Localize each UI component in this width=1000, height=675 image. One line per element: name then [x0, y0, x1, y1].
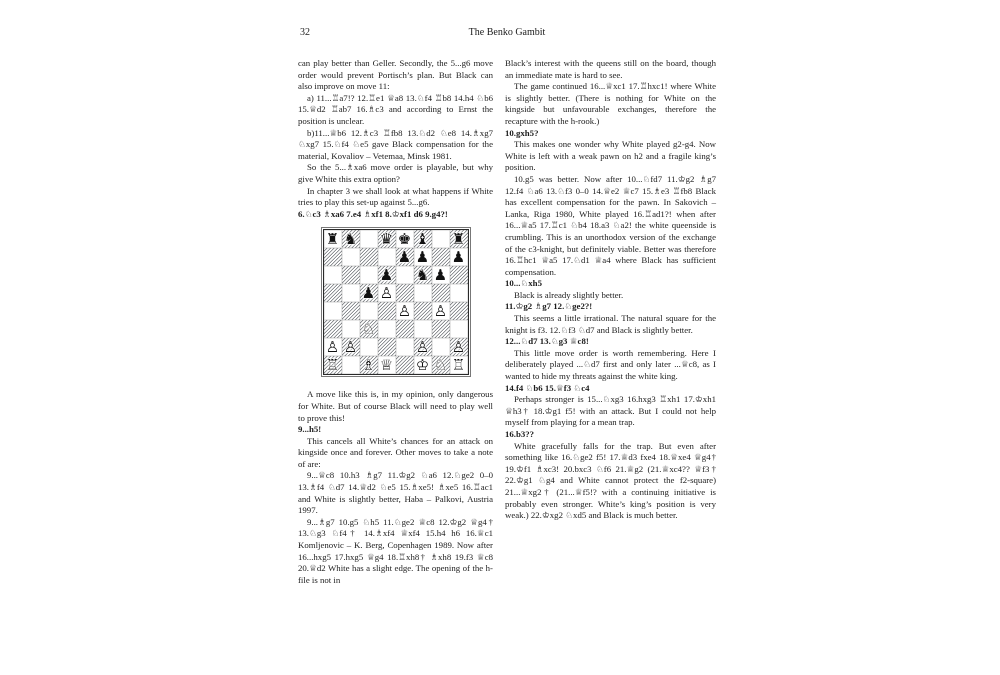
black-pawn-icon: ♟ — [433, 266, 448, 285]
white-pawn-icon: ♙ — [379, 284, 394, 303]
white-queen-icon: ♕ — [379, 356, 394, 375]
paragraph: can play better than Geller. Secondly, the 5...g6 move order would prevent Portisch’s plan. But Black can also improve on move 11: — [298, 58, 493, 92]
square-c6 — [360, 266, 378, 284]
move-line: 14.f4 ♘b6 15.♕f3 ♘c4 — [505, 382, 590, 393]
square-g1 — [432, 356, 450, 374]
white-pawn-icon: ♙ — [397, 302, 412, 321]
square-b8 — [342, 230, 360, 248]
square-c8 — [360, 230, 378, 248]
black-bishop-icon: ♝ — [415, 230, 430, 249]
square-d3 — [378, 320, 396, 338]
square-e4 — [396, 302, 414, 320]
square-e2 — [396, 338, 414, 356]
square-e6 — [396, 266, 414, 284]
black-pawn-icon: ♟ — [379, 266, 394, 285]
square-d4 — [378, 302, 396, 320]
paragraph: In chapter 3 we shall look at what happens if White tries to play this set-up against 5...g6. — [298, 185, 493, 208]
square-f2 — [414, 338, 432, 356]
square-a8 — [324, 230, 342, 248]
white-pawn-icon: ♙ — [415, 338, 430, 357]
paragraph: This little move order is worth remembering. Here I deliberately played ...♘d7 first and only later ...♕c8, as I wanted to hide my threats against the white king. — [505, 347, 716, 382]
square-g5 — [432, 284, 450, 302]
square-f6 — [414, 266, 432, 284]
paragraph: The game continued 16...♕xc1 17.♖hxc1! where White is slightly better. (There is nothing for White on the kingside but unfavourable exchanges, therefore the recapture with the h-rook.) — [505, 81, 716, 126]
square-a7 — [324, 248, 342, 266]
move-line: 6.♘c3 ♗xa6 7.e4 ♗xf1 8.♔xf1 d6 9.g4?! — [298, 208, 448, 219]
paragraph: White gracefully falls for the trap. But even after something like 16.♘ge2 f5! 17.♕d3 fxe4 18.♕xe4 ♕g4† 19.♔f1 ♗xc3! 20.bxc3 ♘f6 21.♕g2 (21.♕xc4?? ♕f3† 22.♔g1 ♘g4 and White cannot protect the f2-square) 21...♕xg2† (21...♕f5!? with a continuing initiative is probably even stronger. White’s king’s position is very weak.) 22.♔xg2 ♘xd5 and Black is much better. — [505, 440, 716, 521]
black-rook-icon: ♜ — [325, 230, 340, 249]
square-g8 — [432, 230, 450, 248]
square-h4 — [450, 302, 468, 320]
square-f4 — [414, 302, 432, 320]
black-pawn-icon: ♟ — [397, 248, 412, 267]
move-line: 10.gxh5? — [505, 127, 539, 138]
move-line: 10...♘xh5 — [505, 278, 542, 289]
paragraph: Perhaps stronger is 15...♘xg3 16.hxg3 ♖xh1 17.♔xh1 ♕h3† 18.♔g1 f5! with an attack. But I could not help myself from playing for a mean trap. — [505, 394, 716, 428]
paragraph: Black is already slightly better. — [514, 289, 624, 300]
paragraph: A move like this is, in my opinion, only dangerous for White. But of course Black will need to play well to prove this! — [298, 389, 493, 423]
paragraph: 9...♗g7 10.g5 ♘h5 11.♘ge2 ♕c8 12.♔g2 ♕g4† 13.♘g3 ♘f4† 14.♗xf4 ♕xf4 15.h4 h6 16.♕c1 Komljenovic – K. Berg, Copenhagen 1989. Now after 16...hxg5 17.hxg5 ♕g4 18.♖xh8† ♗xh8 19.f3 ♕c8 20.♕d2 White has a slight edge. The opening of the h-file is not in — [298, 516, 493, 585]
square-d1 — [378, 356, 396, 374]
square-b6 — [342, 266, 360, 284]
square-a3 — [324, 320, 342, 338]
square-a6 — [324, 266, 342, 284]
white-pawn-icon: ♙ — [451, 338, 466, 357]
white-king-icon: ♔ — [415, 356, 430, 375]
square-f3 — [414, 320, 432, 338]
page-number: 32 — [300, 27, 310, 38]
square-b1 — [342, 356, 360, 374]
square-d6 — [378, 266, 396, 284]
square-c7 — [360, 248, 378, 266]
square-h6 — [450, 266, 468, 284]
white-knight-icon: ♘ — [361, 320, 376, 339]
paragraph: So the 5...♗xa6 move order is playable, but why give White this extra option? — [298, 162, 493, 184]
white-bishop-icon: ♗ — [361, 356, 376, 375]
text-block — [298, 27, 716, 586]
square-g7 — [432, 248, 450, 266]
paragraph: This cancels all White’s chances for an attack on kingside once and forever. Other moves to take a note of are: — [298, 435, 493, 469]
square-e8 — [396, 230, 414, 248]
square-h3 — [450, 320, 468, 338]
square-a2 — [324, 338, 342, 356]
square-f7 — [414, 248, 432, 266]
square-f5 — [414, 284, 432, 302]
paragraph: Black’s interest with the queens still on the board, though an immediate mate is hard to see. — [505, 58, 716, 80]
move-line: 9...h5! — [298, 424, 322, 435]
black-pawn-icon: ♟ — [361, 284, 376, 303]
square-c2 — [360, 338, 378, 356]
square-b3 — [342, 320, 360, 338]
square-g3 — [432, 320, 450, 338]
square-f8 — [414, 230, 432, 248]
paragraph: a) 11...♖a7!? 12.♖e1 ♕a8 13.♘f4 ♖b8 14.h4 ♘b6 15.♕d2 ♖ab7 16.♗c3 and according to Ernst the position is unclear. — [298, 92, 493, 126]
black-king-icon: ♚ — [397, 230, 412, 249]
square-h5 — [450, 284, 468, 302]
white-rook-icon: ♖ — [451, 356, 466, 375]
chess-diagram — [323, 229, 469, 375]
square-h1 — [450, 356, 468, 374]
black-queen-icon: ♛ — [379, 230, 394, 249]
paragraph: 10.g5 was better. Now after 10...♘fd7 11.♔g2 ♗g7 12.f4 ♘a6 13.♘f3 0–0 14.♕e2 ♕c7 15.♗e3 ♖fb8 Black has excellent compensation for the pawn. In Sakovich – Lanka, Riga 1980, White played 16.♖ad1?! when after 16...♕a5 17.♖c1 ♘b4 18.a3 ♘a2! the white queenside is crumbling. This is an unorthodox version of the exchange of the c3-knight, but definitely viable. Better was therefore 16.♖hc1 ♕a5 17.♘d1 ♕a4 where Black has sufficient compensation. — [505, 173, 716, 277]
square-d7 — [378, 248, 396, 266]
black-knight-icon: ♞ — [343, 230, 358, 249]
square-c3 — [360, 320, 378, 338]
running-header — [298, 27, 716, 41]
square-b5 — [342, 284, 360, 302]
square-g2 — [432, 338, 450, 356]
square-h2 — [450, 338, 468, 356]
black-pawn-icon: ♟ — [415, 248, 430, 267]
black-rook-icon: ♜ — [451, 230, 466, 249]
black-pawn-icon: ♟ — [451, 248, 466, 267]
move-line: 12...♘d7 13.♘g3 ♕c8! — [505, 336, 589, 347]
square-e1 — [396, 356, 414, 374]
square-h7 — [450, 248, 468, 266]
paragraph: This seems a little irrational. The natural square for the knight is f3. 12.♘f3 ♘d7 and Black is slightly better. — [505, 313, 716, 335]
square-e7 — [396, 248, 414, 266]
paragraph: 9...♕c8 10.h3 ♗g7 11.♔g2 ♘a6 12.♘ge2 0–0 13.♗f4 ♘d7 14.♕d2 ♘e5 15.♗xe5! ♗xe5 16.♖ac1 and White is slightly better, Haba – Palkovi, Austria 1997. — [298, 470, 493, 516]
white-knight-icon: ♘ — [433, 356, 448, 375]
square-d2 — [378, 338, 396, 356]
square-c1 — [360, 356, 378, 374]
square-b4 — [342, 302, 360, 320]
black-knight-icon: ♞ — [415, 266, 430, 285]
left-column — [298, 58, 493, 586]
two-column-text — [298, 58, 716, 586]
square-h8 — [450, 230, 468, 248]
white-rook-icon: ♖ — [325, 356, 340, 375]
square-e5 — [396, 284, 414, 302]
book-title: The Benko Gambit — [468, 27, 546, 38]
square-g6 — [432, 266, 450, 284]
paragraph: This makes one wonder why White played g2-g4. Now White is left with a weak pawn on h2 and a fragile king’s position. — [505, 139, 716, 173]
square-c5 — [360, 284, 378, 302]
square-b7 — [342, 248, 360, 266]
square-g4 — [432, 302, 450, 320]
square-b2 — [342, 338, 360, 356]
square-d5 — [378, 284, 396, 302]
square-e3 — [396, 320, 414, 338]
white-pawn-icon: ♙ — [433, 302, 448, 321]
paragraph: b)11...♕b6 12.♗c3 ♖fb8 13.♘d2 ♘e8 14.♗xg7 ♘xg7 15.♘f4 ♘e5 gave Black compensation for the material, Kovaliov – Vetemaa, Minsk 1981. — [298, 127, 493, 161]
square-c4 — [360, 302, 378, 320]
right-column — [505, 58, 716, 586]
square-a1 — [324, 356, 342, 374]
move-line: 16.b3?? — [505, 429, 535, 439]
square-f1 — [414, 356, 432, 374]
square-a5 — [324, 284, 342, 302]
square-a4 — [324, 302, 342, 320]
square-d8 — [378, 230, 396, 248]
white-pawn-icon: ♙ — [343, 338, 358, 357]
white-pawn-icon: ♙ — [325, 338, 340, 357]
move-line: 11.♔g2 ♗g7 12.♘ge2?! — [505, 301, 593, 312]
